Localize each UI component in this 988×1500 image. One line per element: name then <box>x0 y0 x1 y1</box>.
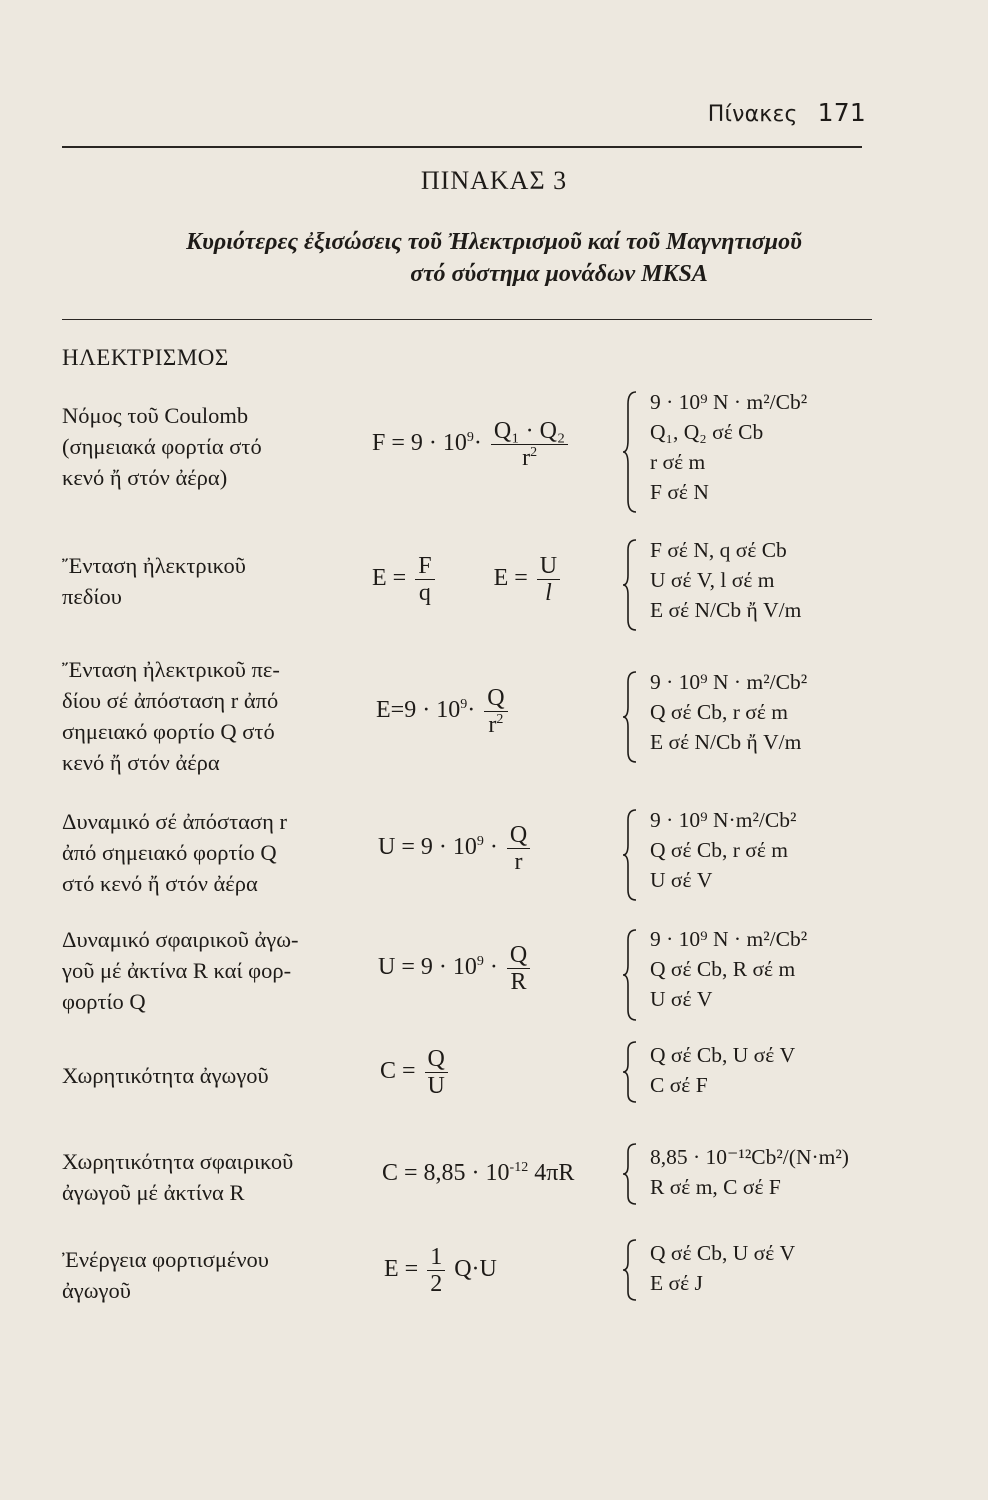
unit-line: E σέ J <box>650 1271 703 1295</box>
fraction-numerator: Q₁ · Q₂ <box>491 418 568 445</box>
sphere-potential-formula <box>378 942 533 995</box>
curly-brace <box>622 390 638 514</box>
den-exponent: 2 <box>530 445 538 460</box>
desc-line: κενό ἤ στόν ἀέρα <box>62 750 220 775</box>
desc-line: κενό ἤ στόν ἀέρα) <box>62 465 228 490</box>
field-distance-units <box>650 667 807 757</box>
running-title: Πίνακες <box>707 102 798 127</box>
formula-exponent: 9 <box>476 834 484 850</box>
unit-line: E σέ N/Cb ἤ V/m <box>650 730 802 754</box>
row-potential-description <box>62 806 352 899</box>
fraction-denominator: R <box>510 969 527 995</box>
desc-line: Χωρητικότητα ἀγωγοῦ <box>62 1063 269 1088</box>
fraction-numerator: Q <box>425 1046 448 1073</box>
capacitance-formula <box>380 1046 451 1099</box>
fraction <box>425 1046 448 1099</box>
formula-dot: · <box>489 834 498 861</box>
unit-line: Q σέ Cb, R σέ m <box>650 957 796 981</box>
table-subtitle <box>0 226 988 290</box>
coulomb-units <box>650 387 807 507</box>
desc-line: ἀπό σημειακό φορτίο Q <box>62 840 277 865</box>
fraction <box>427 1244 445 1297</box>
fraction-numerator: Q <box>507 822 530 849</box>
desc-line: γοῦ μέ ἀκτίνα R καί φορ- <box>62 958 292 983</box>
unit-line: C σέ F <box>650 1073 708 1097</box>
den-exponent: 2 <box>496 712 504 727</box>
unit-line: U σέ V, l σέ m <box>650 568 775 592</box>
unit-line: 8,85 · 10⁻¹²Cb²/(N·m²) <box>650 1145 849 1169</box>
curly-brace <box>622 670 638 764</box>
row-energy-description <box>62 1244 352 1306</box>
fraction-numerator: Q <box>507 942 530 969</box>
formula-dot: · <box>467 697 476 724</box>
formula-lhs: C = 8,85 · 10 <box>382 1160 510 1186</box>
sphere-capacitance-units <box>650 1142 849 1202</box>
formula-lhs: U = 9 · 10 <box>378 834 477 861</box>
subtitle-line-2: στό σύστημα μονάδων MKSA <box>410 261 708 287</box>
fraction-denominator <box>484 712 507 738</box>
capacitance-units <box>650 1040 795 1100</box>
desc-line: φορτίο Q <box>62 989 146 1014</box>
curly-brace <box>622 928 638 1022</box>
fraction <box>537 553 560 606</box>
running-head <box>708 98 866 127</box>
unit-line: F σέ N <box>650 480 709 504</box>
row-field-description <box>62 550 352 612</box>
desc-line: Χωρητικότητα σφαιρικοῦ <box>62 1149 294 1174</box>
fraction-denominator <box>491 445 568 471</box>
unit-line: 9 · 10⁹ N·m²/Cb² <box>650 808 797 832</box>
unit-line: Q σέ Cb, U σέ V <box>650 1241 796 1265</box>
row-coulomb-description <box>62 400 352 493</box>
unit-line: Q σέ Cb, r σέ m <box>650 838 788 862</box>
curly-brace <box>622 1040 638 1104</box>
formula-lhs: E = <box>372 565 407 592</box>
unit-line: E σέ N/Cb ἤ V/m <box>650 598 802 622</box>
desc-line: Δυναμικό σέ ἀπόσταση r <box>62 809 287 834</box>
section-heading: ΗΛΕΚΤΡΙΣΜΟΣ <box>62 345 229 370</box>
unit-line: 9 · 10⁹ N · m²/Cb² <box>650 390 808 414</box>
fraction <box>491 418 568 471</box>
fraction <box>507 942 530 995</box>
row-field-distance-description <box>62 654 352 778</box>
field-formula <box>372 553 563 606</box>
sphere-potential-units <box>650 924 807 1014</box>
field-units <box>650 535 801 625</box>
curly-brace <box>622 1142 638 1206</box>
row-sphere-potential-description <box>62 924 352 1017</box>
unit-line: 9 · 10⁹ N · m²/Cb² <box>650 670 808 694</box>
fraction <box>415 553 434 606</box>
fraction-numerator: F <box>415 553 434 580</box>
curly-brace <box>622 1238 638 1302</box>
formula-lhs: U = 9 · 10 <box>378 954 477 981</box>
formula-exponent: 9 <box>466 430 474 446</box>
desc-line: Ἔνταση ἠλεκτρικοῦ <box>62 553 246 578</box>
formula-lhs: E=9 · 10 <box>376 697 461 724</box>
page-number: 171 <box>817 98 866 127</box>
formula-lhs: C = <box>380 1058 416 1085</box>
desc-line: Νόμος τοῦ Coulomb <box>62 403 249 428</box>
formula-lhs: E = <box>493 565 528 592</box>
unit-line: Q₁, Q₂ σέ Cb <box>650 420 764 444</box>
fraction <box>507 822 530 875</box>
curly-brace <box>622 808 638 902</box>
unit-line: U σέ V <box>650 987 713 1011</box>
subtitle-line-1: Κυριότερες ἐξισώσεις τοῦ Ἠλεκτρισμοῦ καί τοῦ Μαγνητισμοῦ <box>186 229 802 255</box>
desc-line: δίου σέ ἀπόσταση r ἀπό <box>62 688 279 713</box>
fraction-denominator: l <box>545 580 552 606</box>
coulomb-formula <box>372 418 571 471</box>
desc-line: στό κενό ἤ στόν ἀέρα <box>62 871 258 896</box>
formula-lhs: F = 9 · 10 <box>372 430 467 457</box>
unit-line: Q σέ Cb, r σέ m <box>650 700 788 724</box>
formula-lhs: E = <box>384 1256 419 1283</box>
desc-line: σημειακό φορτίο Q στό <box>62 719 275 744</box>
field-distance-formula <box>376 685 511 738</box>
fraction-denominator: q <box>418 580 431 606</box>
potential-formula <box>378 822 533 875</box>
fraction-numerator: Q <box>484 685 507 712</box>
den-base: r <box>522 445 531 471</box>
row-sphere-capacitance-description <box>62 1146 352 1208</box>
unit-line: F σέ N, q σέ Cb <box>650 538 787 562</box>
fraction-denominator: r <box>514 849 523 875</box>
formula-rhs: Q·U <box>454 1256 497 1283</box>
formula-dot: · <box>473 430 482 457</box>
subtitle-rule <box>62 319 872 320</box>
desc-line: ἀγωγοῦ <box>62 1278 131 1303</box>
curly-brace <box>622 538 638 632</box>
energy-units <box>650 1238 795 1298</box>
fraction-numerator: 1 <box>427 1244 445 1271</box>
desc-line: ἀγωγοῦ μέ ἀκτίνα R <box>62 1180 245 1205</box>
formula-dot: · <box>489 954 498 981</box>
fraction <box>484 685 507 738</box>
formula-rhs: 4πR <box>534 1160 575 1186</box>
unit-line: R σέ m, C σέ F <box>650 1175 781 1199</box>
desc-line: (σημειακά φορτία στό <box>62 434 262 459</box>
fraction-numerator: U <box>537 553 560 580</box>
potential-units <box>650 805 796 895</box>
desc-line: Ἐνέργεια φορτισμένου <box>62 1247 269 1272</box>
fraction-denominator: 2 <box>430 1271 443 1297</box>
header-rule <box>62 146 862 148</box>
fraction-denominator: U <box>427 1073 445 1099</box>
desc-line: Δυναμικό σφαιρικοῦ ἀγω- <box>62 927 299 952</box>
energy-formula <box>384 1244 497 1297</box>
desc-line: πεδίου <box>62 584 122 609</box>
formula-exponent: 9 <box>460 697 468 713</box>
sphere-capacitance-formula <box>382 1160 574 1187</box>
row-capacitance-description <box>62 1060 352 1091</box>
desc-line: Ἔνταση ἠλεκτρικοῦ πε- <box>62 657 280 682</box>
unit-line: 9 · 10⁹ N · m²/Cb² <box>650 927 808 951</box>
unit-line: r σέ m <box>650 450 706 474</box>
unit-line: Q σέ Cb, U σέ V <box>650 1043 796 1067</box>
den-base: r <box>488 712 497 738</box>
formula-exponent: -12 <box>509 1160 529 1175</box>
table-title: ΠΙΝΑΚΑΣ 3 <box>420 166 568 195</box>
unit-line: U σέ V <box>650 868 713 892</box>
formula-exponent: 9 <box>476 954 484 970</box>
